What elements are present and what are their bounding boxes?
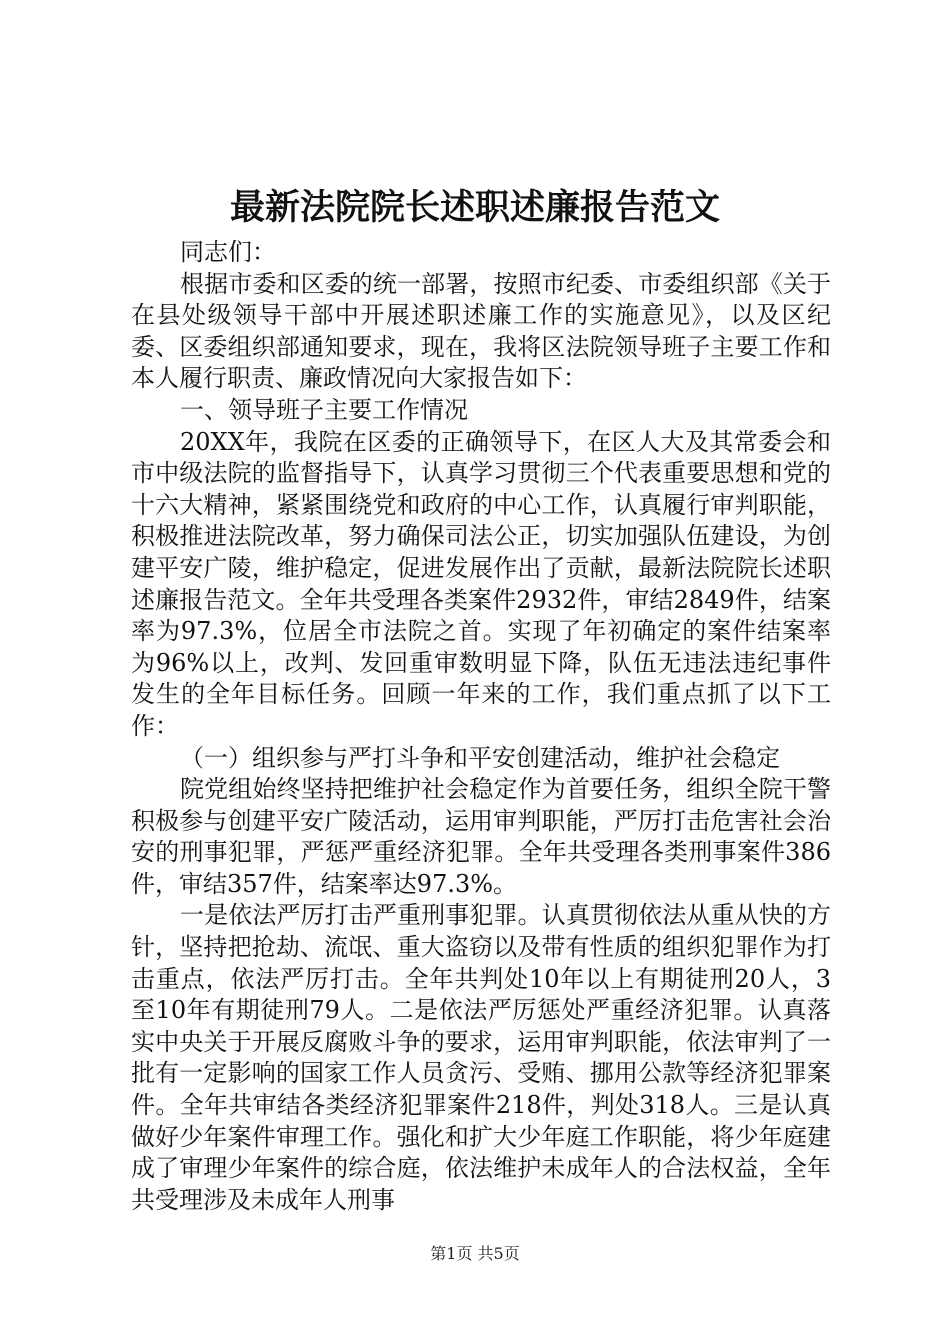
- crime-paragraph: 一是依法严厉打击严重刑事犯罪。认真贯彻依法从重从快的方针，坚持把抢劫、流氓、重大盗窃以及带有性质的组织犯罪作为打击重点，依法严厉打击。全年共判处10年以上有期徒刑20人，3至10年有期徒刑79人。二是依法严厉惩处严重经济犯罪。认真落实中央关于开展反腐败斗争的要求，运用审判职能，依法审判了一批有一定影响的国家工作人员贪污、受贿、挪用公款等经济犯罪案件。全年共审结各类经济犯罪案件218件，判处318人。三是认真做好少年案件审理工作。强化和扩大少年庭工作职能，将少年庭建成了审理少年案件的综合庭，依法维护未成年人的合法权益，全年共受理涉及未成年人刑事: [131, 901, 831, 1214]
- subsection-heading: （一）组织参与严打斗争和平安创建活动，维护社会稳定: [180, 743, 780, 772]
- page-footer: 第1页 共5页: [430, 1244, 520, 1263]
- document-body: [131, 237, 831, 1216]
- work-summary-paragraph: 20XX年，我院在区委的正确领导下，在区人大及其常委会和市中级法院的监督指导下，认真学习贯彻三个代表重要思想和党的十六大精神，紧紧围绕党和政府的中心工作，认真履行审判职能，积极推进法院改革，努力确保司法公正，切实加强队伍建设，为创建平安广陵，维护稳定，促进发展作出了贡献，最新法院院长述职述廉报告范文。全年共受理各类案件2932件，审结2849件，结案率为97.3%，位居全市法院之首。实现了年初确定的案件结案率为96%以上，改判、发回重审数明显下降，队伍无违法违纪事件发生的全年目标任务。回顾一年来的工作，我们重点抓了以下工作：: [131, 427, 831, 740]
- stability-paragraph: 院党组始终坚持把维护社会稳定作为首要任务，组织全院干警积极参与创建平安广陵活动，运用审判职能，严厉打击危害社会治安的刑事犯罪，严惩严重经济犯罪。全年共受理各类刑事案件386件，审结357件，结案率达97.3%。: [131, 775, 831, 898]
- section-heading: 一、领导班子主要工作情况: [180, 395, 468, 424]
- document-title: 最新法院院长述职述廉报告范文: [229, 187, 720, 228]
- salutation-paragraph: 同志们：: [180, 238, 276, 266]
- intro-paragraph: 根据市委和区委的统一部署，按照市纪委、市委组织部《关于在县处级领导干部中开展述职述廉工作的实施意见》，以及区纪委、区委组织部通知要求，现在，我将区法院领导班子主要工作和本人履行职责、廉政情况向大家报告如下：: [131, 269, 831, 393]
